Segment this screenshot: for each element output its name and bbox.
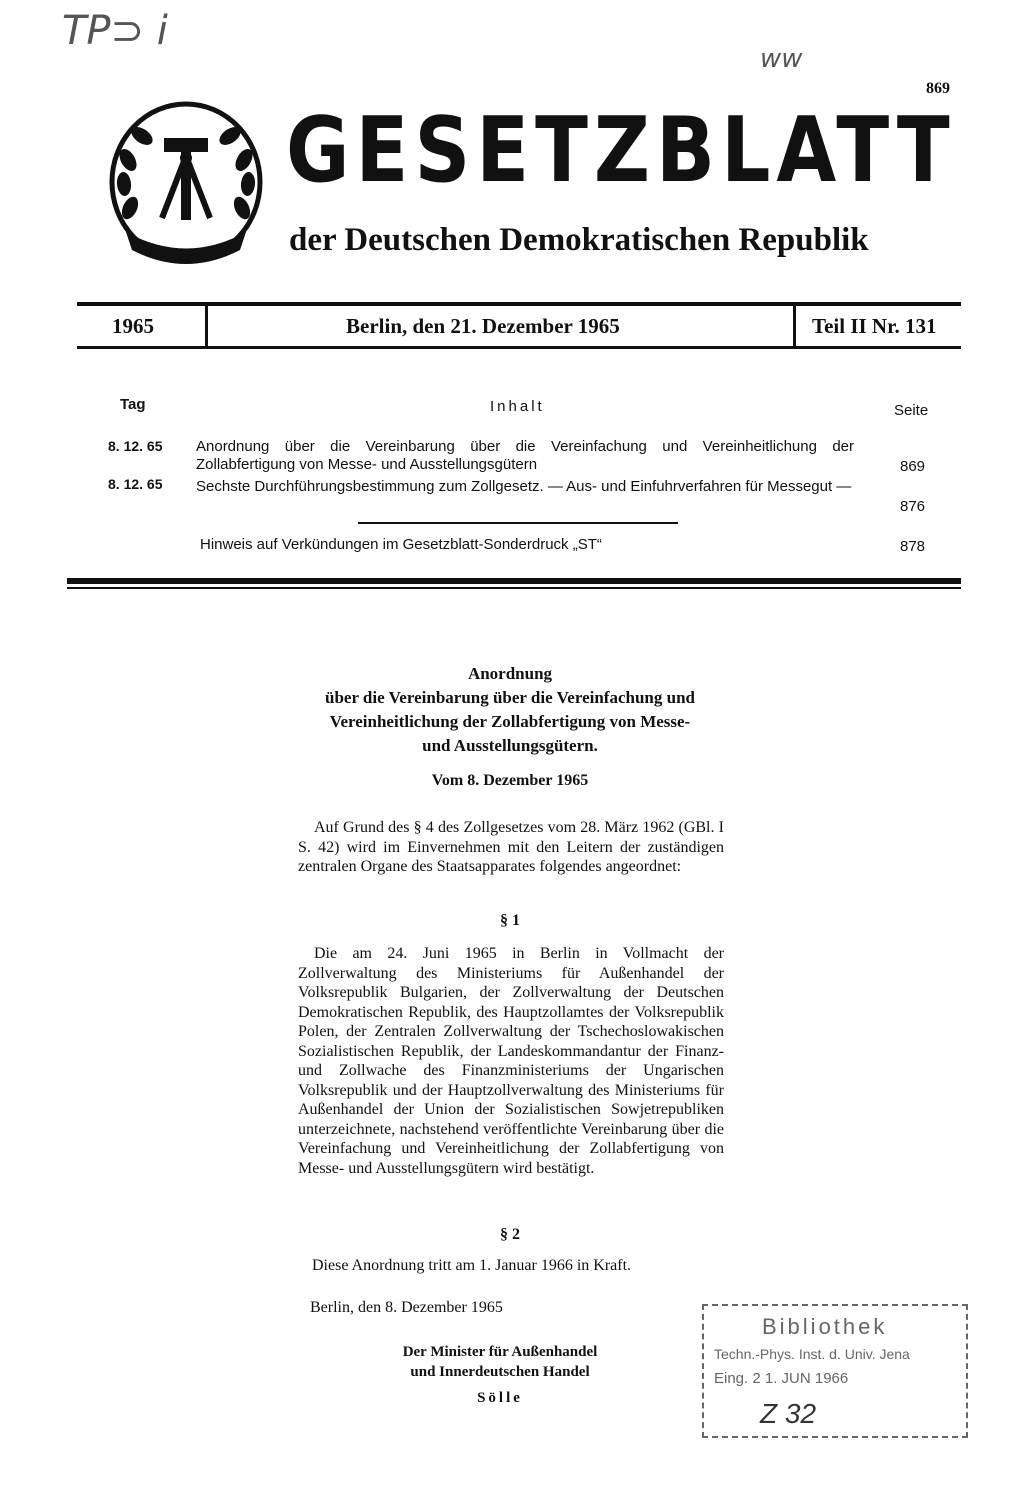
toc-column-date: Tag xyxy=(120,396,146,413)
article-preamble: Auf Grund des § 4 des Zollgesetzes vom 28. März 1962 (GBl. I S. 42) wird im Einvernehmen mit den Leitern der zuständigen zentralen Organe des Staatsapparates folgendes angeordnet: xyxy=(298,819,724,875)
article-heading xyxy=(280,662,740,758)
signatory-title-line: und Innerdeutschen Handel xyxy=(410,1364,590,1380)
article-heading-line: Anordnung xyxy=(467,664,553,683)
issue-part-number: Teil II Nr. 131 xyxy=(812,314,937,338)
page-number: 869 xyxy=(926,80,950,97)
section-1-label: § 1 xyxy=(500,912,520,929)
section-2-label: § 2 xyxy=(500,1226,520,1243)
toc-notice-title: Hinweis auf Verkündungen im Gesetzblatt-Sonderdruck „ST“ xyxy=(200,536,602,553)
article-heading-line: über die Vereinbarung über die Vereinfachung und xyxy=(324,688,695,707)
toc-entry-page: 876 xyxy=(900,498,926,515)
section-2-text: Diese Anordnung tritt am 1. Januar 1966 in Kraft. xyxy=(312,1257,632,1274)
toc-column-page: Seite xyxy=(894,402,929,419)
article-heading-line: und Ausstellungsgütern. xyxy=(422,736,598,755)
handwritten-annotation-top-right: ww xyxy=(760,44,803,74)
toc-entry-date: 8. 12. 65 xyxy=(108,476,163,492)
header-divider-left xyxy=(205,306,208,346)
toc-entry-page: 869 xyxy=(900,458,926,475)
stamp-library-name: Bibliothek xyxy=(762,1314,888,1339)
signatory-block xyxy=(350,1342,650,1382)
stamp-received-date: Eing. 2 1. JUN 1966 xyxy=(714,1370,849,1387)
header-rule-bottom xyxy=(77,346,961,349)
toc-entry-title: Sechste Durchführungsbestimmung zum Zollgesetz. — Aus- und Einfuhrverfahren für Messegut — xyxy=(196,478,852,495)
toc-column-content: Inhalt xyxy=(490,398,545,415)
signatory-title-line: Der Minister für Außenhandel xyxy=(402,1344,598,1360)
toc-rule-thick xyxy=(67,578,961,584)
toc-entry-date: 8. 12. 65 xyxy=(108,438,163,454)
section-1-text: Die am 24. Juni 1965 in Berlin in Vollmacht der Zollverwaltung des Ministeriums für Außenhandel der Volksrepublik Bulgarien, der Zollverwaltung der Deutschen Demokratischen Republik, des Hauptzollamtes der Volksrepublik Polen, der Zentralen Zollverwaltung der Tschechoslowakischen Sozialistischen Republik, der Landeskommandantur der Finanz- und Zollwache des Finanzministeriums der Ungarischen Volksrepublik und der Hauptzollverwaltung des Ministeriums für Außenhandel der Union der Sozialistischen Sowjetrepubliken unterzeichnete, nachstehend veröffentlichte Vereinbarung über die Vereinfachung und Vereinheitlichung der Zollabfertigung von Messe- und Ausstellungsgütern wird bestätigt. xyxy=(298,945,724,1177)
masthead-subtitle: der Deutschen Demokratischen Republik xyxy=(289,222,869,258)
header-rule-top xyxy=(77,302,961,306)
article-heading-line: Vereinheitlichung der Zollabfertigung von Messe- xyxy=(329,712,691,731)
closing-place-date: Berlin, den 8. Dezember 1965 xyxy=(310,1299,503,1316)
stamp-institute: Techn.-Phys. Inst. d. Univ. Jena xyxy=(714,1346,910,1362)
toc-rule-thin xyxy=(67,587,961,589)
toc-notice-page: 878 xyxy=(900,538,926,555)
article-date-line: Vom 8. Dezember 1965 xyxy=(431,772,589,789)
handwritten-annotation-top-left: TP⊃ i xyxy=(62,8,168,54)
issue-year: 1965 xyxy=(112,314,154,338)
toc-entry-title: Anordnung über die Vereinbarung über die Vereinfachung und Vereinheitlichung der Zollabfertigung von Messe- und Ausstellungsgütern xyxy=(196,438,854,473)
masthead-title: GESETZBLATT xyxy=(286,98,956,203)
issue-place-date: Berlin, den 21. Dezember 1965 xyxy=(346,314,620,338)
signatory-name: Sölle xyxy=(477,1390,523,1406)
state-emblem xyxy=(106,100,266,268)
stamp-shelf-mark: Z 32 xyxy=(760,1398,817,1429)
toc-separator xyxy=(358,522,678,524)
library-stamp xyxy=(702,1304,968,1438)
header-divider-right xyxy=(793,306,796,346)
